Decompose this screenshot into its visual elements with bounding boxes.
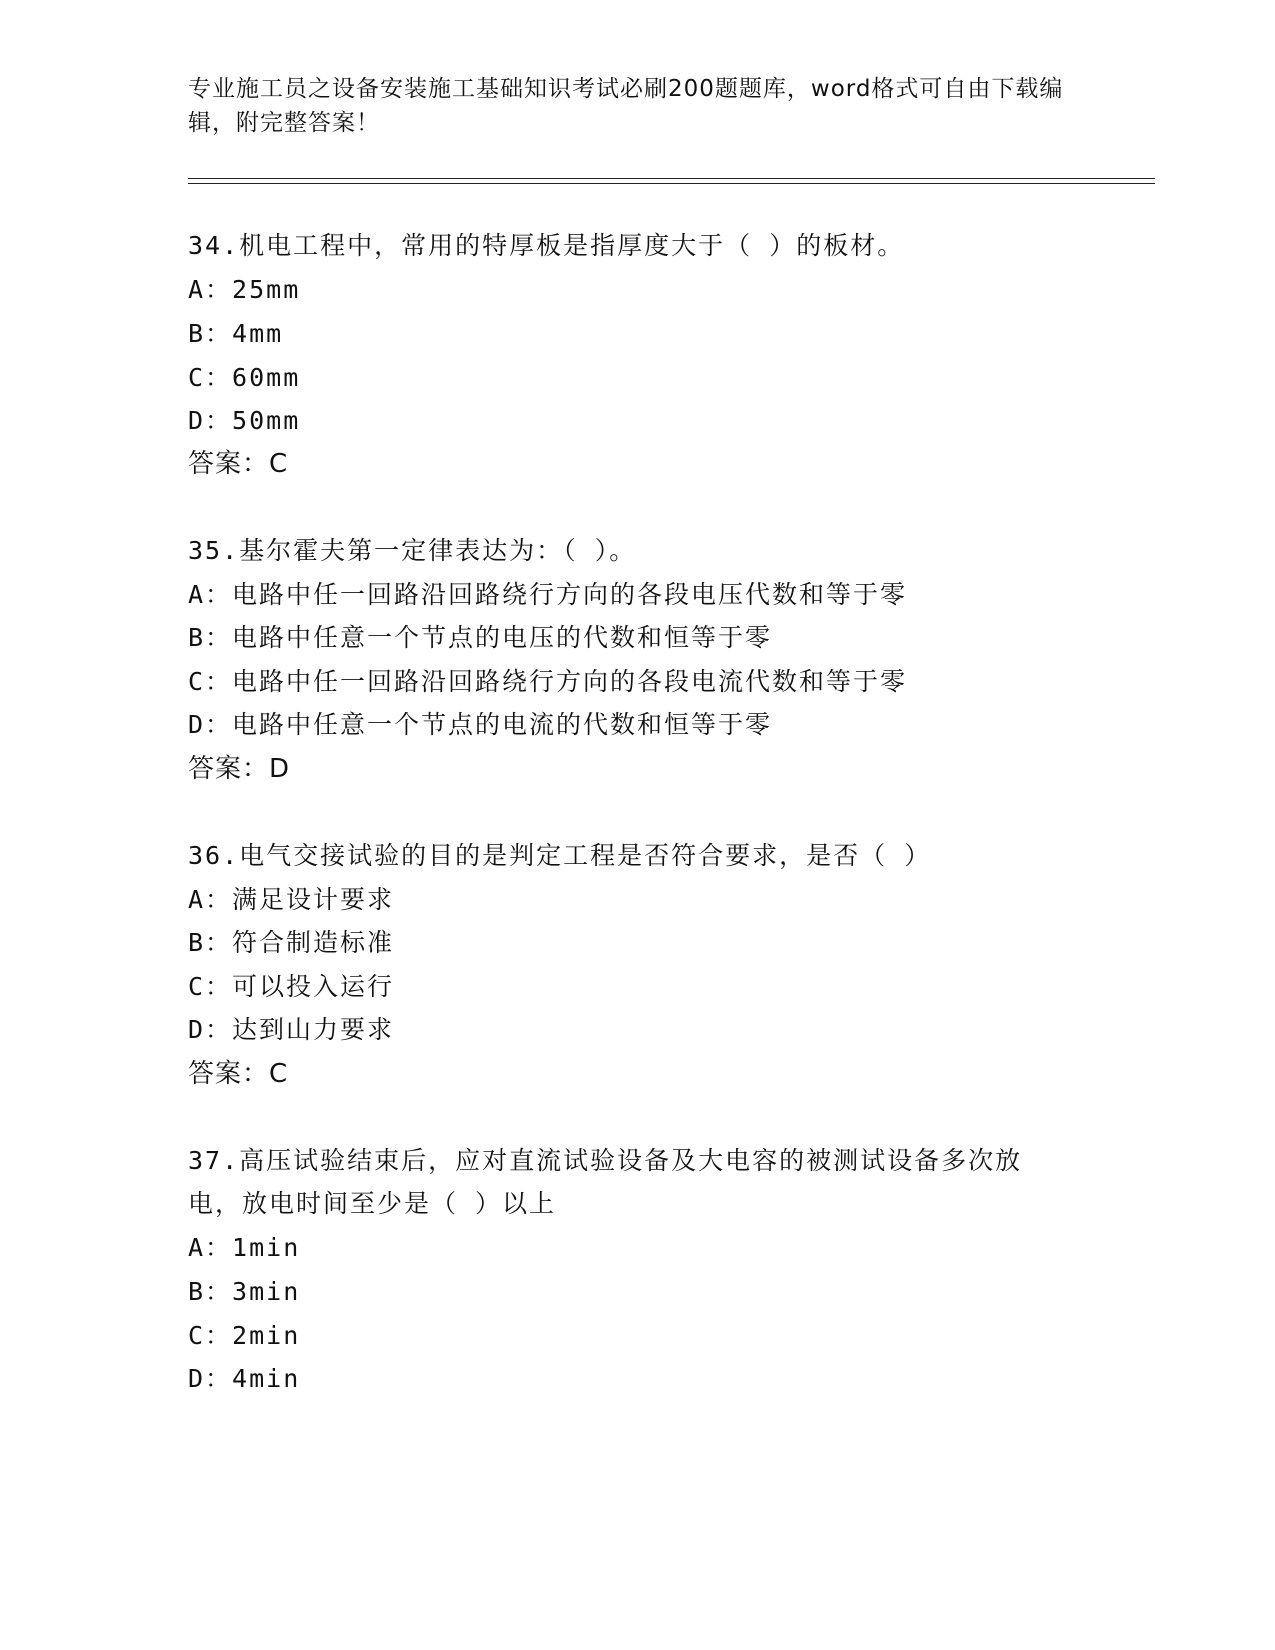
question-37-stem-line-1: 37.高压试验结束后，应对直流试验设备及大电容的被测试设备多次放 [188,1146,1023,1175]
question-35-stem: 35.基尔霍夫第一定律表达为：（ ）。 [188,536,637,565]
question-34-stem: 34.机电工程中，常用的特厚板是指厚度大于（ ）的板材。 [188,231,905,260]
question-37-option-c: C：2min [188,1321,301,1350]
question-36-stem: 36.电气交接试验的目的是判定工程是否符合要求，是否（ ） [188,841,932,870]
document-header: 专业施工员之设备安装施工基础知识考试必刷200题题库，word格式可自由下载编辑，附完整答案！ [188,76,1064,136]
question-36-option-d: D：达到山力要求 [188,1015,395,1044]
question-35-answer: 答案：D [188,754,291,784]
question-35-option-d: D：电路中任意一个节点的电流的代数和恒等于零 [188,710,773,739]
question-36-option-a: A：满足设计要求 [188,885,395,914]
question-36-answer: 答案：C [188,1059,289,1089]
question-34-option-a: A：25mm [188,275,301,304]
question-34-option-c: C：60mm [188,363,301,392]
header-rule-top [188,178,1155,179]
question-34-option-d: D：50mm [188,406,301,435]
question-36-option-c: C：可以投入运行 [188,972,395,1001]
question-35-option-a: A：电路中任一回路沿回路绕行方向的各段电压代数和等于零 [188,580,908,609]
question-37-stem-line-2: 电，放电时间至少是（ ）以上 [188,1189,557,1218]
question-36-option-b: B：符合制造标准 [188,928,395,957]
question-37-option-d: D：4min [188,1364,301,1393]
question-35-option-b: B：电路中任意一个节点的电压的代数和恒等于零 [188,623,773,652]
header-rule-bottom [188,183,1155,184]
question-34-answer: 答案：C [188,449,289,479]
question-37-option-b: B：3min [188,1277,301,1306]
question-34-option-b: B：4mm [188,319,284,348]
question-37-option-a: A：1min [188,1233,301,1262]
question-35-option-c: C：电路中任一回路沿回路绕行方向的各段电流代数和等于零 [188,667,908,696]
